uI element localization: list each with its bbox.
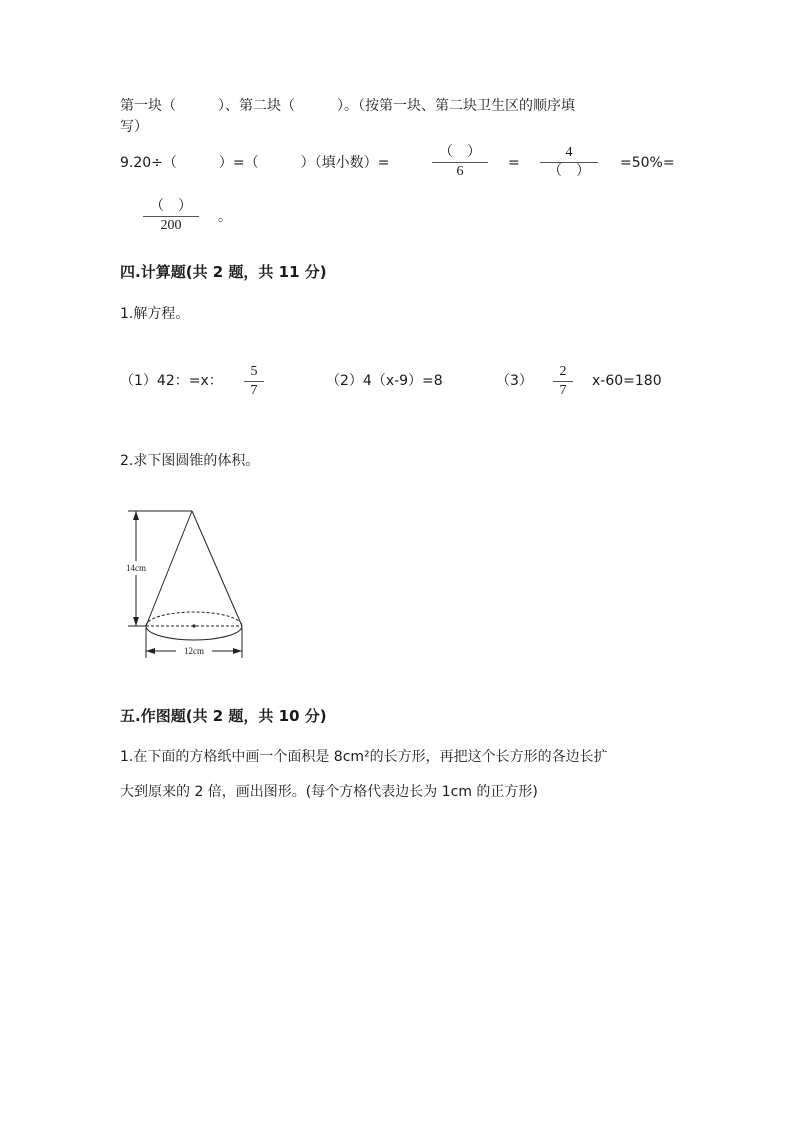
height-arrow-top <box>133 511 139 520</box>
fraction-blank-over-6 <box>432 145 488 180</box>
fraction-4-over-blank <box>540 145 598 180</box>
fraction-numerator: （ ） <box>150 199 192 214</box>
fraction-bar <box>432 162 488 163</box>
question-9-expression: 9.20÷（ ）=（ ）（填小数）= <box>120 155 390 171</box>
width-arrow-right <box>233 648 242 654</box>
cone-diagram <box>118 500 258 665</box>
calc-q1-title: 1.解方程。 <box>120 306 190 322</box>
fraction-denominator: 7 <box>250 383 258 398</box>
fraction-denominator: 7 <box>559 383 567 398</box>
diameter-label: 12cm <box>184 646 204 656</box>
fraction-bar <box>540 162 598 163</box>
base-center-point <box>192 624 195 627</box>
fraction-denominator: 200 <box>160 218 182 233</box>
base-back-arc <box>146 612 242 626</box>
calc-q2-title: 2.求下图圆锥的体积。 <box>120 453 260 469</box>
fraction-denominator: （ ） <box>548 164 590 179</box>
equation-2: （2）4（x-9）=8 <box>326 373 443 389</box>
height-arrow-bottom <box>133 617 139 626</box>
cone-left-side <box>146 511 192 626</box>
section-5-title: 五.作图题(共 2 题，共 10 分) <box>120 707 327 725</box>
fraction-numerator: （ ） <box>439 145 481 160</box>
fraction-bar <box>244 381 264 382</box>
fraction-2-over-7 <box>553 364 573 399</box>
section-4-title: 四.计算题(共 2 题，共 11 分) <box>120 263 327 281</box>
equals-sign: = <box>508 155 520 171</box>
drawing-q1-line1: 1.在下面的方格纸中画一个面积是 8cm²的长方形，再把这个长方形的各边长扩 <box>120 749 608 765</box>
period-mark: 。 <box>218 209 232 225</box>
height-label: 14cm <box>126 563 146 573</box>
drawing-q1-line2: 大到原来的 2 倍，画出图形。(每个方格代表边长为 1cm 的正方形) <box>120 784 538 800</box>
equation-1-label: （1）42：=x： <box>120 373 223 389</box>
fraction-numerator: 4 <box>565 145 573 160</box>
fraction-numerator: 2 <box>559 364 567 379</box>
fraction-bar <box>553 381 573 382</box>
equation-3-tail: x-60=180 <box>592 373 662 389</box>
cone-right-side <box>192 511 242 626</box>
fraction-bar <box>143 216 199 217</box>
fraction-blank-over-200 <box>143 199 199 234</box>
fraction-denominator: 6 <box>456 164 464 179</box>
width-arrow-left <box>146 648 155 654</box>
blank-question-line2: 写） <box>120 119 148 135</box>
question-9-tail: =50%= <box>620 155 675 171</box>
base-front-arc <box>146 626 242 640</box>
fraction-numerator: 5 <box>250 364 258 379</box>
equation-3-label: （3） <box>496 373 533 389</box>
blank-question-line1: 第一块（ ）、第二块（ ）。（按第一块、第二块卫生区的顺序填 <box>120 98 575 114</box>
fraction-5-over-7 <box>244 364 264 399</box>
